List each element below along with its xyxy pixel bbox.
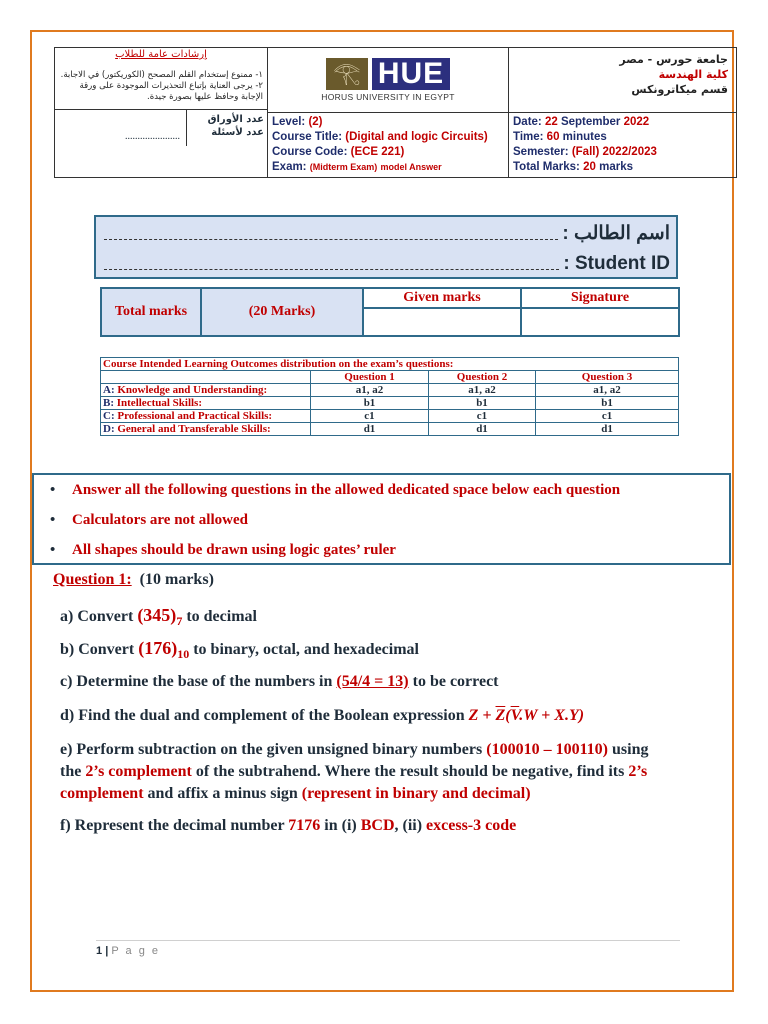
bullet-icon: • <box>50 482 56 498</box>
course-info-cell <box>268 113 509 178</box>
question-1d: d) Find the dual and complement of the Boolean expression $Z + \overline{Z}(\overline{V}.W + X.Y)$ <box>60 707 585 724</box>
bullet-icon: • <box>50 512 56 528</box>
question-1a: a) Convert $(345)_7$ to decimal <box>60 605 257 629</box>
sheets-label: عدد الأوراق <box>207 114 264 125</box>
note-item: • Calculators are not allowed <box>44 505 729 535</box>
bullet-icon: • <box>50 542 56 558</box>
course-code-line: Course Code: (ECE 221) <box>272 146 405 158</box>
instructions-title: إرشادات عامة للطلاب <box>115 49 207 60</box>
ilo-col-header: Question 2 <box>429 371 536 384</box>
signature-field[interactable] <box>521 308 679 336</box>
university-cell <box>509 48 737 113</box>
total-marks-label: Total marks <box>101 288 201 336</box>
count-row <box>55 109 267 146</box>
instruction-2: ٢- يرجى العناية بإتباع التحذيرات الموجودة على ورقة الإجابة وحافظ عليها بصورة جيدة. <box>79 81 263 102</box>
exam-line: Exam: (Midterm Exam) model Answer <box>272 161 442 173</box>
student-info-box <box>94 215 678 279</box>
boolean-expression: $Z + \overline{Z}(\overline{V}.W + X.Y)$ <box>468 707 585 724</box>
ilo-col-header: Question 1 <box>311 371 429 384</box>
student-id-label: : Student ID <box>563 253 670 274</box>
student-id-line[interactable] <box>104 251 670 275</box>
note-item: • All shapes should be drawn using logic gates’ ruler <box>44 535 729 565</box>
instructions-cell <box>55 48 268 178</box>
count-dots: ...................... <box>125 131 180 142</box>
page-number: 1 <box>96 945 103 957</box>
level-line: Level: (2) <box>272 116 323 128</box>
given-marks-field[interactable] <box>363 308 521 336</box>
signature-header: Signature <box>521 288 679 308</box>
logo-cell <box>268 48 509 113</box>
department-name: قسم ميكاترونكس <box>631 83 728 96</box>
page-word: P a g e <box>111 945 160 957</box>
ilo-title: Course Intended Learning Outcomes distribution on the exam’s questions: <box>101 358 679 371</box>
note-item: • Answer all the following questions in the allowed dedicated space below each question <box>44 475 729 505</box>
semester-line: Semester: (Fall) 2022/2023 <box>513 146 657 158</box>
faculty-name: كلية الهندسة <box>658 68 728 81</box>
questions-label: عدد لأسئلة <box>211 127 264 138</box>
instruction-1: ١- ممنوع إستخدام القلم المصحح (الكوريكتور) في الاجابة. <box>60 70 263 80</box>
count-labels <box>187 110 267 146</box>
exam-header-table <box>54 47 737 178</box>
question-1f: f) Represent the decimal number 7176 in (i) BCD, (ii) excess-3 code <box>60 817 517 834</box>
total-marks-value: (20 Marks) <box>201 288 363 336</box>
given-marks-header: Given marks <box>363 288 521 308</box>
ilo-col-header: Question 3 <box>536 371 679 384</box>
question-1b: b) Convert $(176)_{10}$ to binary, octal, and hexadecimal <box>60 638 419 662</box>
question-1-title: Question 1: (10 marks) <box>53 571 214 588</box>
ilo-row: C: Professional and Practical Skills: c1 c1 c1 <box>101 410 679 423</box>
question-1e: e) Perform subtraction on the given unsigned binary numbers (100010 – 100110) using the 2’s complement of the subtrahend. Where the result should be negative, find its 2’s complement and affix a minus sign (represent in binary and decimal) <box>60 741 649 802</box>
logo-text: HUE <box>372 58 450 90</box>
total-marks-line: Total Marks: 20 marks <box>513 161 633 173</box>
ilo-row: A: Knowledge and Understanding: a1, a2 a1, a2 a1, a2 <box>101 384 679 397</box>
exam-notes-box <box>32 473 731 565</box>
date-line: Date: 22 September 2022 <box>513 116 650 128</box>
course-title-line: Course Title: (Digital and logic Circuits) <box>272 131 488 143</box>
university-name: جامعة حورس - مصر <box>619 53 728 66</box>
ilo-table <box>100 357 679 436</box>
page-footer: 1 | P a g e <box>96 940 680 957</box>
time-line: Time: 60 minutes <box>513 131 607 143</box>
exam-info-cell <box>509 113 737 178</box>
question-1c: c) Determine the base of the numbers in (54/4 = 13) to be correct <box>60 673 499 690</box>
student-name-line[interactable] <box>104 221 670 245</box>
logo-subtitle: HORUS UNIVERSITY IN EGYPT <box>321 92 455 102</box>
marks-table <box>100 287 680 337</box>
hue-logo <box>268 48 508 112</box>
eye-of-horus-icon: 𓂀 <box>326 58 368 90</box>
ilo-row: B: Intellectual Skills: b1 b1 b1 <box>101 397 679 410</box>
student-name-label: اسم الطالب : <box>562 223 670 244</box>
ilo-row: D: General and Transferable Skills: d1 d1 d1 <box>101 423 679 436</box>
